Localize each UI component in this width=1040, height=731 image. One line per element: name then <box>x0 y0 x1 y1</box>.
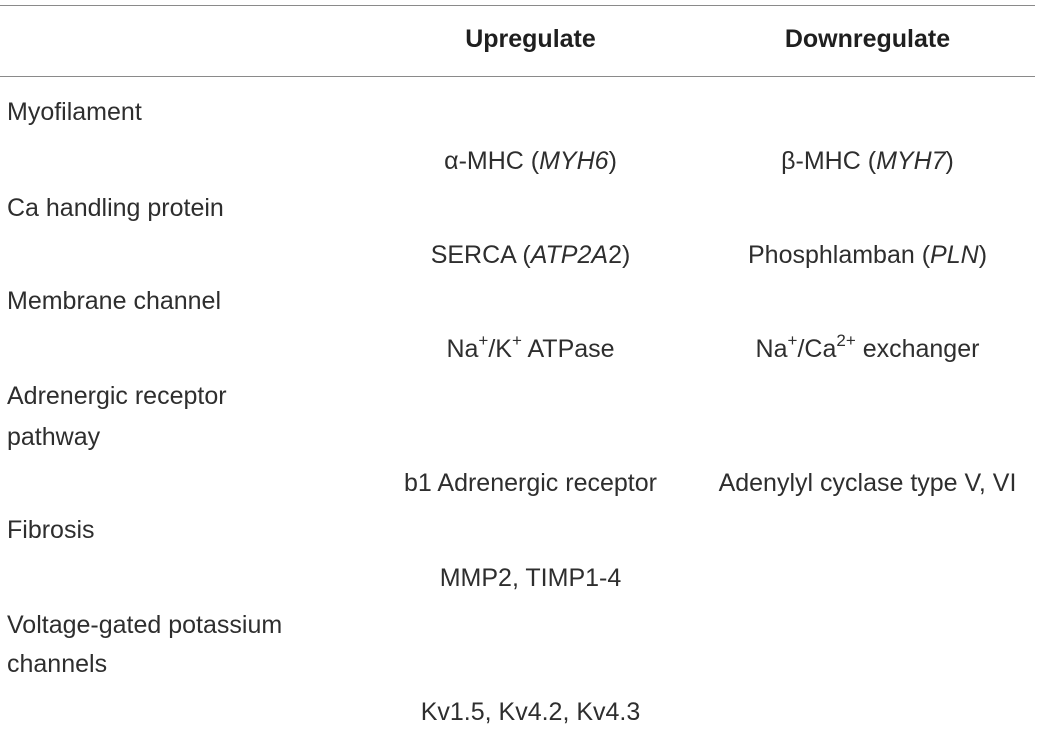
category-adrenergic-line1: Adrenergic receptor <box>7 382 227 410</box>
category-ca-handling: Ca handling protein <box>7 194 224 222</box>
down-value-myofilament: β-MHC (MYH7) <box>781 147 954 175</box>
category-membrane-channel: Membrane channel <box>7 287 222 315</box>
header-upregulate: Upregulate <box>465 25 596 53</box>
header-downregulate: Downregulate <box>784 25 951 53</box>
up-value-potassium: Kv1.5, Kv4.2, Kv4.3 <box>420 698 641 726</box>
category-fibrosis: Fibrosis <box>7 516 95 544</box>
category-adrenergic-line2: pathway <box>7 423 101 451</box>
up-value-adrenergic: b1 Adrenergic receptor <box>404 469 657 497</box>
header-rule <box>0 76 1035 77</box>
down-value-membrane-channel: $Na^+/Ca^{2+}$ exchanger <box>755 330 980 363</box>
up-value-ca-handling: SERCA (ATP2A2) <box>430 241 631 269</box>
up-value-myofilament: α-MHC (MYH6) <box>444 147 617 175</box>
category-potassium-line2: channels <box>7 650 108 678</box>
up-value-fibrosis: MMP2, TIMP1-4 <box>439 564 622 592</box>
down-value-adrenergic: Adenylyl cyclase type V, VI <box>718 469 1017 497</box>
up-value-membrane-channel: Na+/K+ ATPase <box>446 330 615 363</box>
category-potassium-line1: Voltage-gated potassium <box>7 611 283 639</box>
down-value-ca-handling: Phosphlamban (PLN) <box>747 241 988 269</box>
category-myofilament: Myofilament <box>7 98 142 126</box>
top-rule <box>0 5 1035 6</box>
